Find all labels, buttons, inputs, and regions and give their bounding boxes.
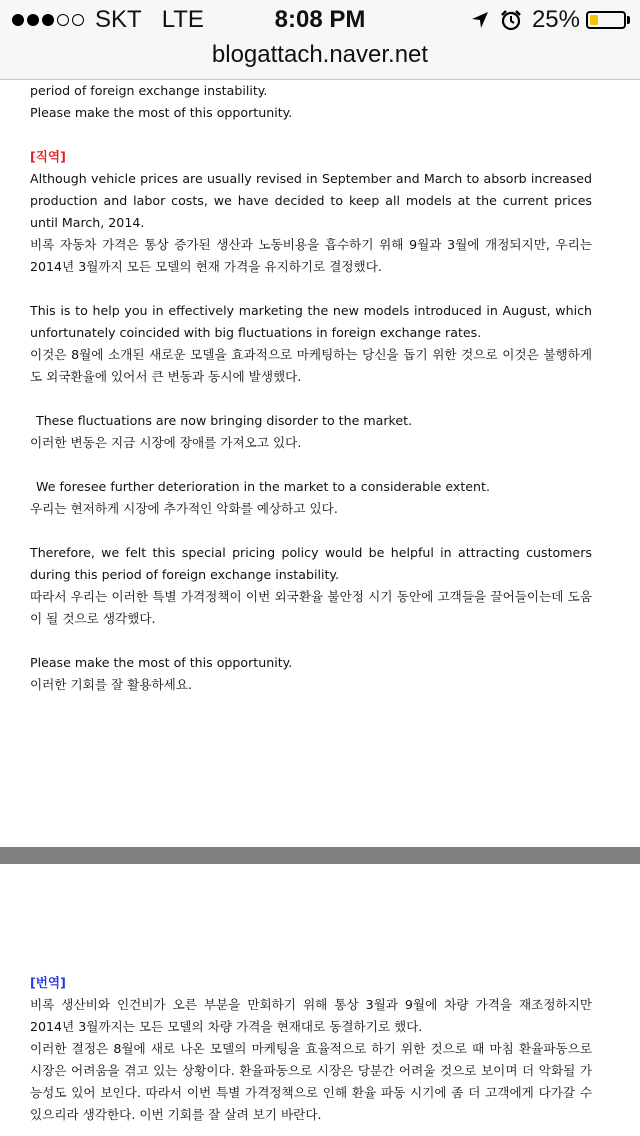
network-type: LTE (161, 6, 204, 33)
paragraph-korean: 따라서 우리는 이러한 특별 가격정책이 이번 외국환율 불안정 시기 동안에 고객들을 끌어들이는데 도움이 될 것으로 생각했다. (30, 589, 592, 626)
address-bar[interactable] (0, 40, 640, 80)
battery-icon (586, 11, 626, 29)
status-right (470, 6, 630, 34)
status-bar (0, 0, 640, 40)
body-text: period of foreign exchange instability. (30, 83, 268, 98)
translation-section (30, 972, 592, 1126)
paragraph-english: These fluctuations are now bringing disorder to the market. (36, 413, 413, 428)
article-body (30, 80, 592, 696)
translation-paragraph: 이러한 결정은 8월에 새로 나온 모델의 마케팅을 효율적으로 하기 위한 것으로 때 마침 환율파동으로 시장은 어려움을 겪고 있는 상황이다. 환율파동으로 시장은 당분간 어려울 것으로 보이며 더 악화될 가능성도 있어 보인다. 따라서 이번 특별 가격정책으로 인해 환율 파동 시기에 좀 더 고객에게 다가갈 수 있으리라 생각한다. 이번 기회를 잘 살려 보기 바란다. (30, 1041, 592, 1122)
paragraph-english: Please make the most of this opportunity. (30, 655, 293, 670)
url-text[interactable]: blogattach.naver.net (211, 41, 429, 68)
paragraph-korean: 이러한 기회를 잘 활용하세요. (30, 677, 192, 692)
paragraph-korean: 이러한 변동은 지금 시장에 장애를 가져오고 있다. (30, 435, 302, 450)
carrier-name: SKT (95, 6, 142, 33)
paragraph-english: This is to help you in effectively marketing the new models introduced in August, which unfortunately coincided with big fluctuations in foreign exchange rates. (30, 303, 592, 340)
translation-heading: [번역] (30, 975, 66, 990)
paragraph-english: Therefore, we felt this special pricing policy would be helpful in attracting customers during this period of foreign exchange instability. (30, 545, 592, 582)
paragraph-korean: 우리는 현저하게 시장에 추가적인 악화를 예상하고 있다. (30, 501, 338, 516)
battery-percent: 25% (531, 6, 580, 33)
section-divider (0, 847, 640, 864)
translation-paragraph: 비록 생산비와 인건비가 오른 부분을 만회하기 위해 통상 3월과 9월에 차량 가격을 재조정하지만 2014년 3월까지는 모든 모델의 차량 가격을 현재대로 동결하기로 했다. (30, 997, 592, 1034)
paragraph-korean: 비록 자동차 가격은 통상 증가된 생산과 노동비용을 흡수하기 위해 9월과 3월에 개정되지만, 우리는 2014년 3월까지 모든 모델의 현재 가격을 유지하기로 결정했다. (30, 237, 592, 274)
alarm-clock-icon (500, 9, 522, 31)
paragraph-english: We foresee further deterioration in the market to a considerable extent. (36, 479, 490, 494)
body-text: Please make the most of this opportunity. (30, 105, 293, 120)
literal-translation-heading: [직역] (30, 149, 66, 164)
paragraph-korean: 이것은 8월에 소개된 새로운 모델을 효과적으로 마케팅하는 당신을 돕기 위한 것으로 이것은 불행하게도 외국환율에 있어서 큰 변동과 동시에 발생했다. (30, 347, 592, 384)
battery-nub (627, 16, 630, 24)
battery-level (590, 15, 598, 25)
location-arrow-icon (470, 10, 490, 30)
status-time: 8:08 PM (274, 6, 366, 33)
paragraph-english: Although vehicle prices are usually revised in September and March to absorb increased production and labor costs, we have decided to keep all models at the current prices until March, 2014. (30, 171, 592, 230)
